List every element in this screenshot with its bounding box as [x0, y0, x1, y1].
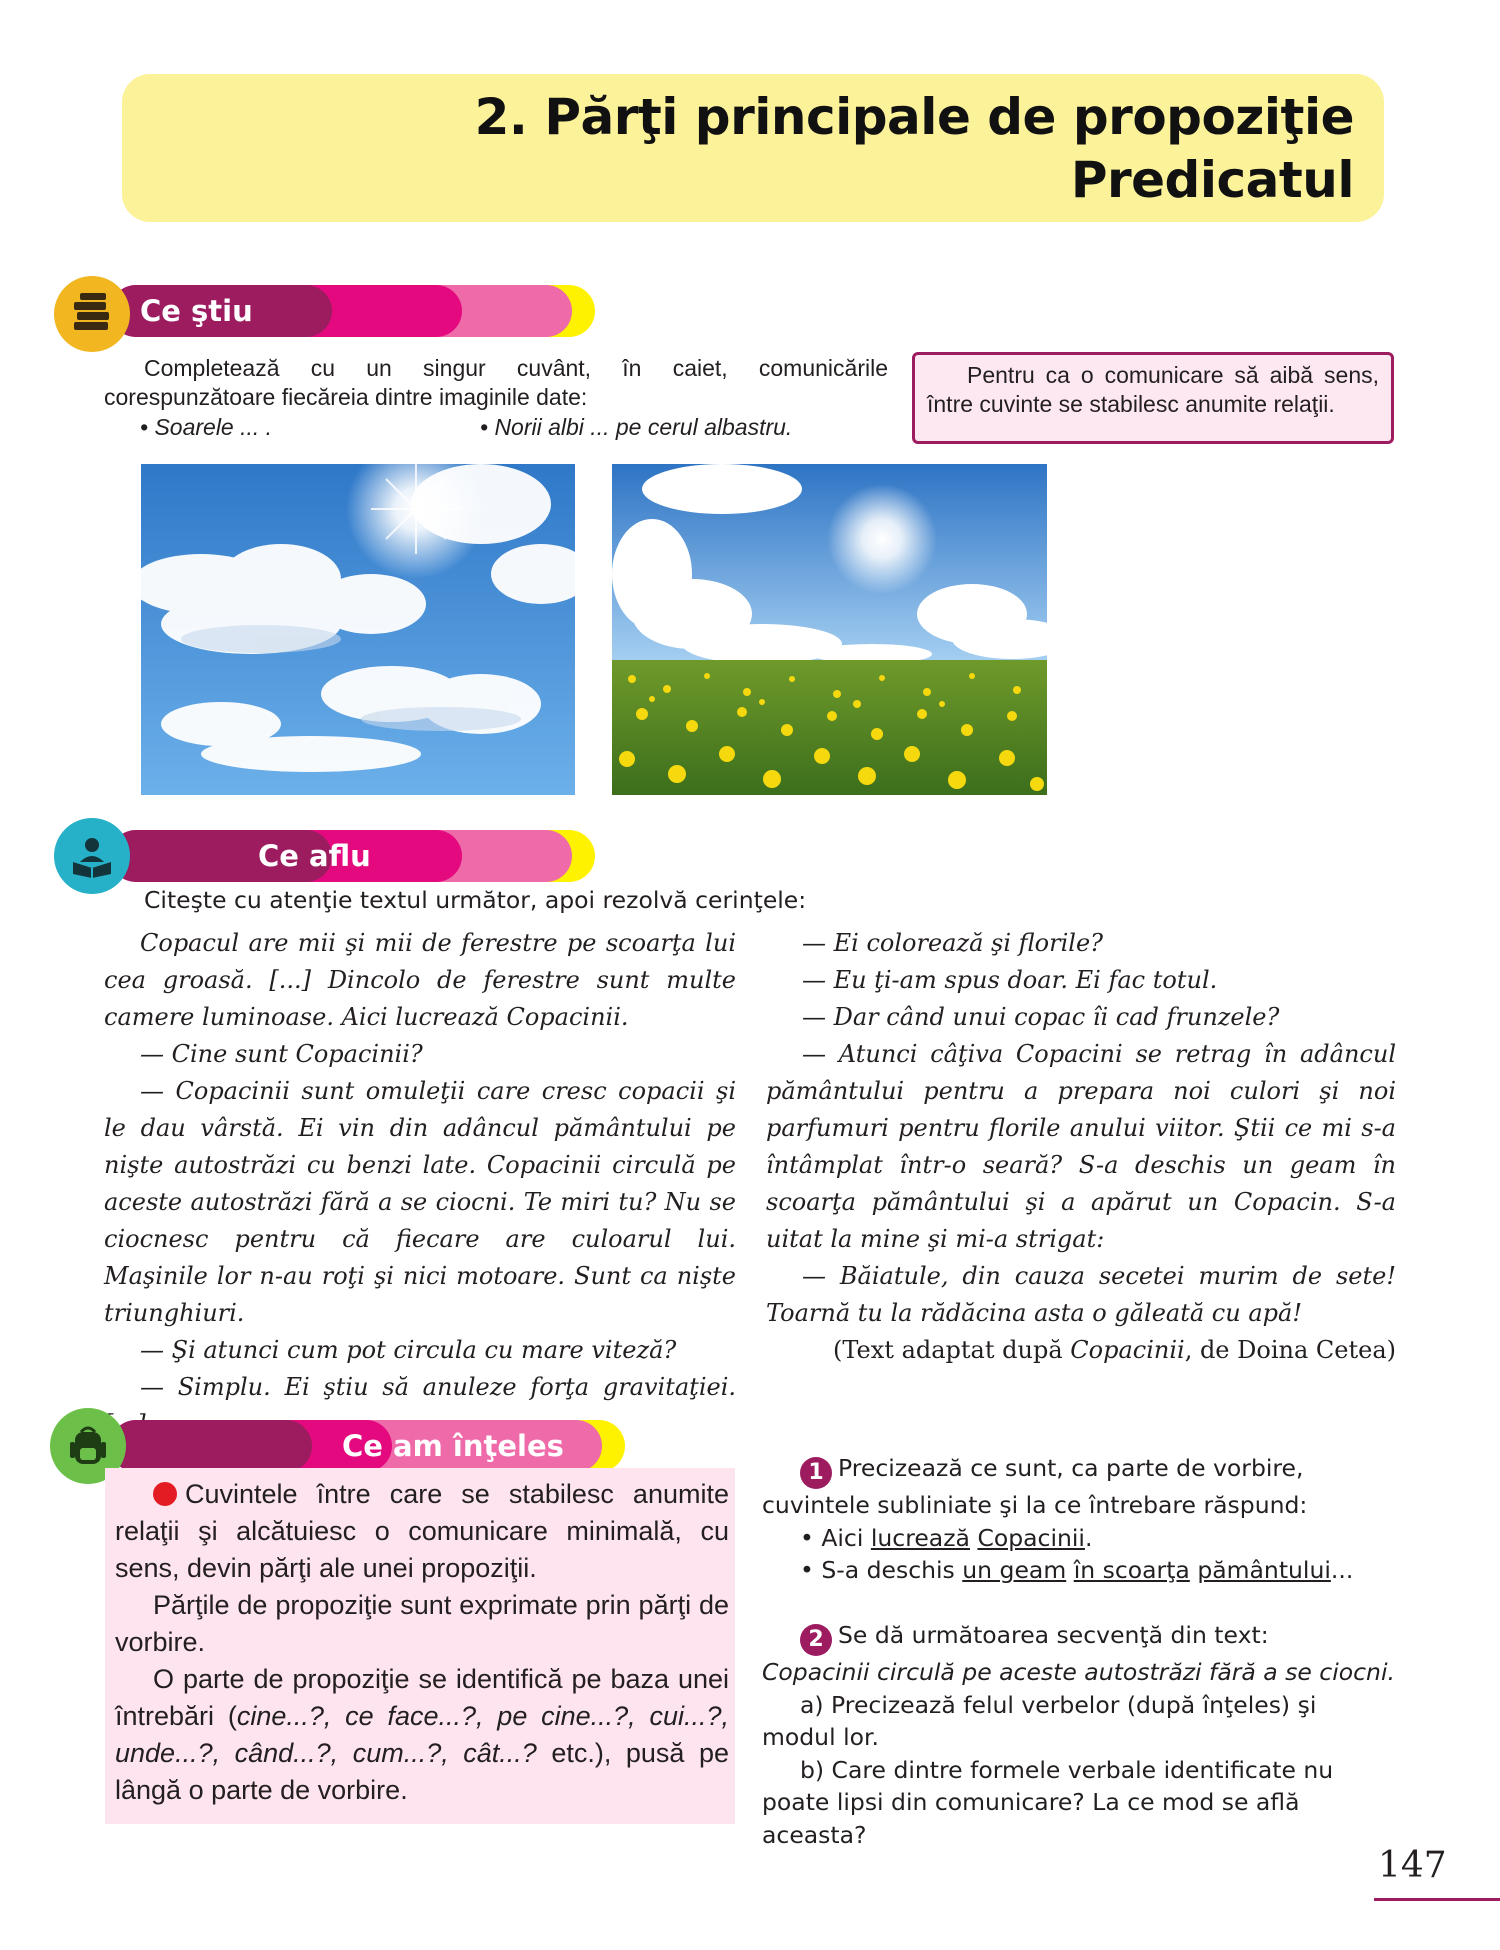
- exercise-1-bullet-1: • Aici lucrează Copacinii.: [800, 1523, 1093, 1552]
- story-paragraph: — Simplu. Ei ştiu să anuleze forţa gravitaţiei.: [140, 1373, 736, 1401]
- section-label-ce-stiu: Ce ştiu: [140, 294, 253, 328]
- info-note-text: Pentru ca o comunicare să aibă sens, între cuvinte se stabilesc anumite relaţii.: [927, 362, 1379, 417]
- story-source: (Text adaptat după Copacinii, de Doina Cetea): [833, 1336, 1396, 1364]
- page-number-underline: [1374, 1898, 1500, 1901]
- section-header-ce-am-inteles: [90, 1420, 625, 1472]
- chapter-title: 2. Părţi principale de propoziţie: [474, 88, 1354, 146]
- section-header-ce-stiu: [90, 285, 595, 337]
- story-paragraph: — Copacinii sunt omuleţii care cresc copacii şi le dau vârstă. Ei vin din adâncul pământului pe nişte autostrăzi cu benzi late. Copacinii circulă pe aceste autostrăzi fără a se ciocni. Te miri tu? Nu se ciocnesc pentru că fiecare are culoarul lui. Maşinile lor n-au roţi şi nici motoare. Sunt ca nişte triunghiuri.: [104, 1077, 736, 1327]
- story-paragraph: Copacul are mii şi mii de ferestre pe scoarţa lui cea groasă. [...] Dincolo de ferestre sunt multe camere luminoase. Aici lucrează Copacinii.: [104, 929, 736, 1031]
- story-paragraph: — Şi atunci cum pot circula cu mare viteză?: [140, 1336, 677, 1364]
- story-paragraph: — Băiatule, din cauza secetei murim de sete! Toarnă tu la rădăcina asta o găleată cu apă!: [766, 1262, 1396, 1327]
- summary-box: [105, 1468, 735, 1824]
- story-column-right: [766, 925, 1396, 1369]
- exercise-2-a: a) Precizează felul verbelor (după înţeles) şi modul lor.: [762, 1690, 1317, 1751]
- dandelion-field-photo: [612, 464, 1047, 795]
- story-paragraph: — Cine sunt Copacinii?: [140, 1040, 423, 1068]
- exercise-2-b: b) Care dintre formele verbale identificate nu poate lipsi din comunicare? La ce mod se află aceasta?: [762, 1755, 1334, 1849]
- sky-sun-clouds-photo: [141, 464, 575, 795]
- exercise-number-badge: 2: [800, 1624, 832, 1656]
- exercises-block: [762, 1452, 1396, 1851]
- exercise-number-badge: 1: [800, 1457, 832, 1489]
- info-note-box: [912, 352, 1394, 444]
- exercise-2-prompt: 2 Se dă următoarea secvenţă din text:: [762, 1619, 1396, 1656]
- chapter-title-banner: [122, 74, 1384, 222]
- summary-paragraph-1: Cuvintele între care se stabilesc anumite relaţii şi alcătuiesc o comunicare minimală, cu sens, devin părţi ale unei propoziţii.: [115, 1479, 729, 1583]
- ce-stiu-instruction: Completează cu un singur cuvânt, în caiet, comunicările corespunzătoare fiecăreia dintre imaginile date:: [104, 355, 888, 410]
- story-paragraph: — Ei colorează şi florile?: [802, 929, 1104, 957]
- ce-aflu-instruction: Citeşte cu atenţie textul următor, apoi rezolvă cerinţele:: [144, 886, 807, 914]
- page-number: 147: [1378, 1845, 1447, 1886]
- reader-icon: [54, 818, 130, 894]
- story-column-left: [104, 925, 736, 1443]
- exercise-1-prompt: 1 Precizează ce sunt, ca parte de vorbire, cuvintele subliniate şi la ce întrebare răspund:: [762, 1454, 1308, 1520]
- summary-paragraph-2: Părţile de propoziţie sunt exprimate prin părţi de vorbire.: [115, 1590, 729, 1657]
- section-label-ce-am-inteles: Ce am înţeles: [342, 1429, 564, 1463]
- section-label-ce-aflu: Ce aflu: [258, 839, 371, 873]
- story-paragraph: — Dar când unui copac îi cad frunzele?: [802, 1003, 1280, 1031]
- red-bullet-icon: [153, 1482, 177, 1506]
- section-header-ce-aflu: [90, 830, 595, 882]
- story-paragraph: — Atunci câţiva Copacini se retrag în adâncul pământului pentru a prepara noi culori şi noi parfumuri pentru florile anului viitor. Ştii ce mi s-a întâmplat într-o seară? S-a deschis un geam în scoarţa pământului şi a apărut un Copacin. S-a uitat la mine şi mi-a strigat:: [766, 1040, 1396, 1253]
- exercise-2-quote: Copacinii circulă pe aceste autostrăzi fără a se ciocni.: [762, 1658, 1395, 1686]
- story-paragraph: — Eu ţi-am spus doar. Ei fac totul.: [802, 966, 1218, 994]
- books-icon: [54, 276, 130, 352]
- exercise-1-bullet-2: • S-a deschis un geam în scoarţa pământului...: [800, 1556, 1354, 1585]
- ce-stiu-item-2: • Norii albi ... pe cerul albastru.: [480, 414, 793, 440]
- chapter-subtitle: Predicatul: [1070, 151, 1354, 209]
- ce-stiu-item-1: • Soarele ... .: [140, 414, 273, 440]
- summary-paragraph-3: O parte de propoziţie se identifică pe baza unei întrebări (cine...?, ce face...?, pe cine...?, cui...?, unde...?, când...?, cum...?, cât...? etc.), pusă pe lângă o parte de vorbire.: [115, 1664, 729, 1805]
